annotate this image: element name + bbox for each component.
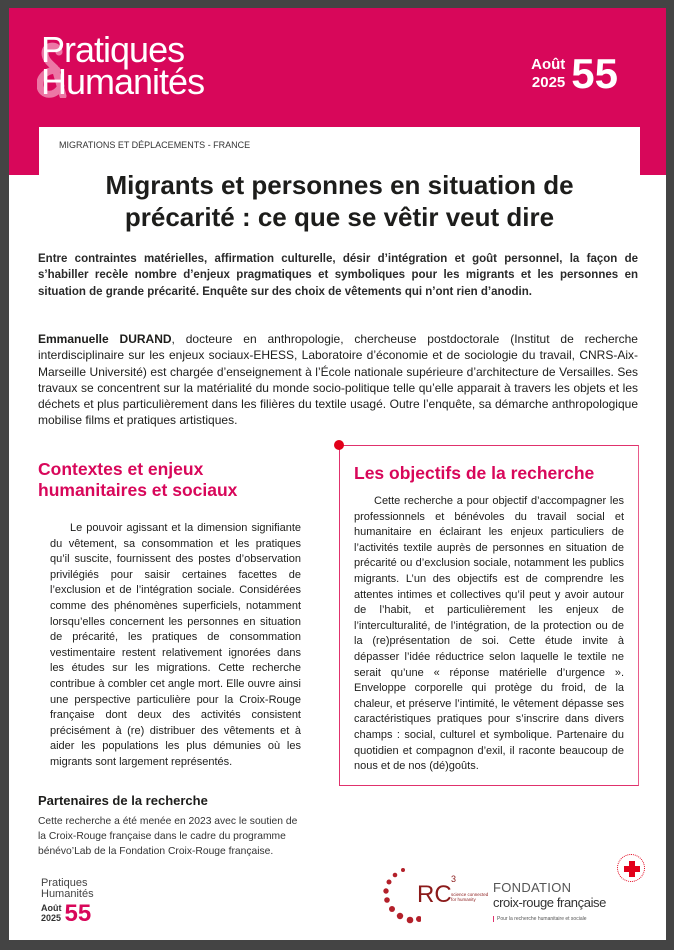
fondation-croix-rouge-logo — [493, 880, 606, 922]
frc-line2: croix-rouge française — [493, 895, 606, 910]
objectives-box — [339, 445, 639, 786]
rc3-superscript: 3 — [451, 874, 457, 884]
title-box — [39, 127, 640, 237]
footer-month: Août — [41, 903, 62, 913]
issue-number: 55 — [571, 50, 618, 97]
red-cross-icon — [617, 854, 645, 882]
objectives-body: Cette recherche a pour objectif d’accompagner les professionnels et bénévoles du travail social et humanitaire en éclairant les enjeux particuliers de l’activités textile auprès de personnes en situation de précarité ou d’exclusion sociale, notamment les publics migrants. L’un des objectifs est de comprendre les attentes intimes et collectives qu’il peut y avoir autour de l’habit, et particulièrement les enjeux de l’interculturalité, de l’intégration, de la protection ou de la (re)présentation de soi. Cette étude invite à dépasser l’idée réductrice selon laquelle le textile ne serait qu’une « réponse matérielle d’urgence ». Enveloppe corporelle qui protège du froid, de la chaleur, et préserve l’intimité, le vêtement dépasse ses caractéristiques pratiques pour s’inscrire dans divers champs : social, culturel et symbolique. Partenaire du quotidien et compagnon d’exil, il raconte beaucoup de nous et de nos (dé)goûts. — [354, 495, 624, 773]
partners-heading: Partenaires de la recherche — [38, 792, 208, 808]
frc-tagline: Pour la recherche humanitaire et sociale — [493, 916, 606, 922]
frc-line1: FONDATION — [493, 880, 572, 895]
author-name: Emmanuelle DURAND — [38, 332, 172, 346]
context-body: Le pouvoir agissant et la dimension signifiante du vêtement, sa consommation et les pratiques qu’il suscite, fournissent des postes d’observation privilégiés pour saisir certaines facettes de l’exclusion et de l’intégration sociale. Considérées comme des phénomènes superficiels, notamment lorsqu’elles concernent les personnes en situation de précarité, les pratiques de consommation vestimentaire restent relativement ignorées dans les études sur les migrations. Cette recherche contribue à combler cet angle mort. Elle ouvre ainsi une perspective particulière pour la Croix-Rouge française dont deux des activités consistent précisément à (re) distribuer des vêtements et à aider les populations les plus démunies où les migrants sont largement représentés. — [50, 522, 301, 768]
lede-paragraph: Entre contraintes matérielles, affirmation culturelle, désir d’intégration et goût personnel, la façon de s’habiller recèle nombre d’enjeux pragmatiques et symboliques pour les migrants et les personnes en situation de grande précarité. Enquête sur des choix de vêtements qui n’ont rien d’anodin. — [38, 253, 638, 298]
author-bio — [38, 331, 638, 429]
logo-line2: Humanités — [41, 61, 205, 102]
title-line1: Migrants et personnes en situation de — [105, 170, 574, 200]
context-section — [38, 459, 301, 859]
issue-month: Août — [531, 56, 566, 73]
rc3-text: RC — [417, 881, 452, 908]
page — [9, 8, 666, 940]
pratiques-humanites-logo — [41, 29, 205, 102]
rc3-logo — [381, 866, 511, 926]
page-title — [39, 169, 640, 233]
objectives-heading: Les objectifs de la recherche — [354, 463, 595, 483]
issue-year: 2025 — [531, 74, 566, 91]
rc3-tagline: science connected for humanity — [451, 892, 489, 902]
section-kicker: MIGRATIONS ET DÉPLACEMENTS - FRANCE — [59, 140, 251, 150]
footer-logo — [41, 877, 94, 927]
title-line2: précarité : ce que se vêtir veut dire — [124, 202, 555, 232]
footer-issue-number: 55 — [64, 899, 92, 927]
footer-logo-line2: Humanités — [41, 888, 94, 900]
red-dot-icon — [334, 440, 344, 450]
issue-info — [531, 50, 618, 98]
context-heading: Contextes et enjeux humanitaires et sociaux — [38, 459, 238, 500]
logo-line1: Pratiques — [41, 29, 185, 70]
footer-logo-line1: Pratiques — [41, 877, 88, 889]
footer-year: 2025 — [41, 913, 62, 923]
partners-text: Cette recherche a été menée en 2023 avec le soutien de la Croix-Rouge française dans le cadre du programme bénévo’Lab de la Fondation Croix-Rouge française. — [38, 815, 298, 857]
author-bio-text: , docteure en anthropologie, chercheuse postdoctorale (Institut de recherche interdisciplinaire sur les enjeux sociaux-EHESS, Laboratoire d’économie et de sociologie du travail, CNRS-Aix-Marseille Université) est chargée d’enseignement à l’École nationale supérieure d’architecture de Versailles. Ses travaux se concentrent sur la matérialité du monde socio-politique telle qu’elle apparait à travers les objets et les déchets et plus particulièrement dans les filières du textile usagé. Outre l’enquête, sa démarche anthropologique mobilise films et pratiques artistiques. — [38, 332, 638, 428]
rc3-dots-icon — [381, 866, 421, 926]
